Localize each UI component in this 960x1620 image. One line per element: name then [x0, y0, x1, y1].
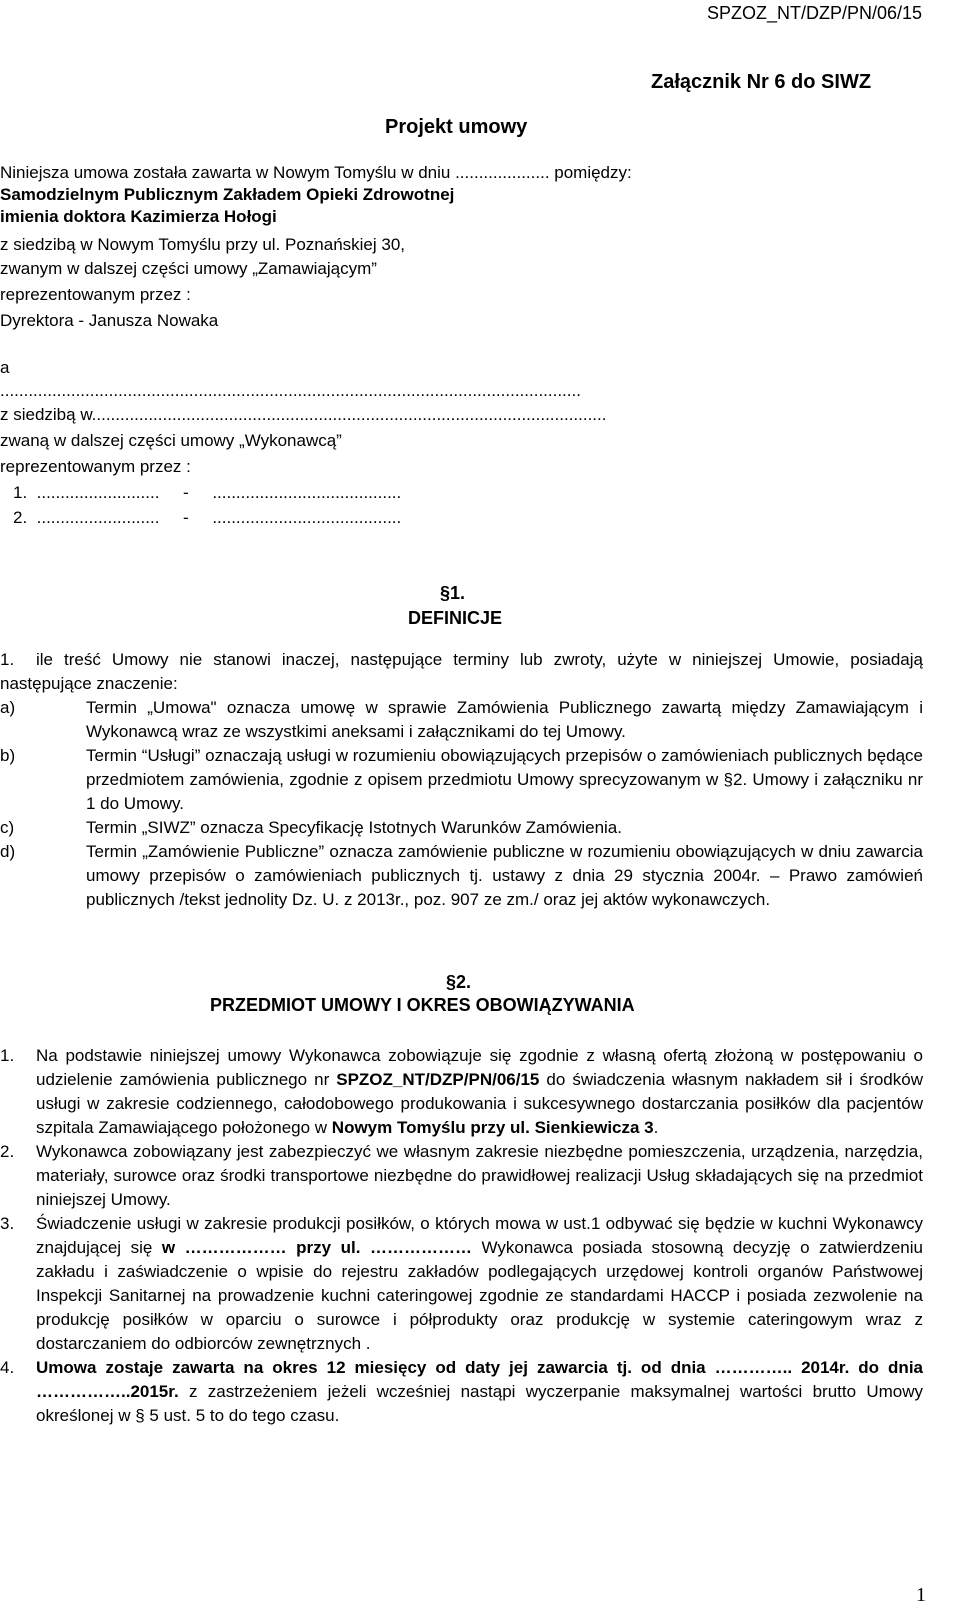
employer-representative-label: reprezentowanym przez : — [0, 285, 191, 304]
section-1-title: DEFINICJE — [408, 608, 503, 628]
paragraph-number: 4. — [0, 1358, 15, 1377]
attachment-label: Załącznik Nr 6 do SIWZ — [651, 71, 872, 93]
definition-text: Termin „Umowa" oznacza umowę w sprawie Zamówienia Publicznego zawartą między Zamawiającym i Wykonawcą wraz ze wszystkimi aneksami i załącznikami do tej Umowy. — [86, 698, 923, 741]
paragraph-text: Na podstawie niniejszej umowy Wykonawca zobowiązuje się zgodnie z własną ofertą złożoną w postępowaniu o udzielenie zamówienia publicznego nr SPZOZ_NT/DZP/PN/06/15 do świadczenia własnym nakładem sił i środków usługi w zakresie codziennego, całodobowego produkowania i sukcesywnego dostarczania posiłków dla pacjentów szpitala Zamawiającego położonego w Nowym Tomyślu przy ul. Sienkiewicza 3. — [36, 1046, 923, 1137]
section-2-title: PRZEDMIOT UMOWY I OKRES OBOWIĄZYWANIA — [210, 995, 635, 1015]
section-1-content — [0, 648, 960, 912]
section-2-number: §2. — [446, 972, 472, 992]
definition-text: Termin „Zamówienie Publiczne” oznacza zamówienie publiczne w rozumieniu obowiązujących w dniu zawarcia umowy przepisów o zamówieniach publicznych tj. ustawy z dnia 29 stycznia 2004r. – Prawo zamówień publicznych /tekst jednolity Dz. U. z 2013r., poz. 907 ze zm./ oraz jej aktów wykonawczych. — [86, 842, 923, 909]
document-code: SPZOZ_NT/DZP/PN/06/15 — [706, 3, 922, 23]
employer-name-line-1: Samodzielnym Publicznym Zakładem Opieki Zdrowotnej — [0, 185, 455, 204]
section-2-content — [0, 1044, 960, 1428]
definition-item — [0, 744, 923, 816]
paragraph-text: ile treść Umowy nie stanowi inaczej, następujące terminy lub zwroty, użyte w niniejszej Umowie, posiadają następujące znaczenie: — [0, 650, 923, 693]
contractor-representative-1: 1. .......................... - ........................................ — [13, 483, 402, 502]
section-2-paragraph-4 — [0, 1356, 923, 1428]
section-1-paragraph-1 — [0, 648, 923, 696]
definition-text: Termin “Usługi” oznaczają usługi w rozumieniu obowiązujących przepisów o zamówieniach publicznych będące przedmiotem zamówienia, zgodnie z opisem przedmiotu Umowy sprecyzowanym w §2. Umowy i załączniku nr 1 do Umowy. — [86, 746, 923, 813]
paragraph-number: 1. — [0, 1046, 15, 1065]
employer-name-line-2: imienia doktora Kazimierza Hołogi — [0, 207, 277, 226]
definition-letter: c) — [0, 818, 15, 837]
section-2-paragraph-1 — [0, 1044, 923, 1140]
section-1-number: §1. — [440, 583, 466, 603]
intro-line: Niniejsza umowa została zawarta w Nowym Tomyślu w dniu .................... pomiędzy: — [0, 163, 632, 182]
conjunction-a: a — [0, 358, 10, 377]
page-title: Projekt umowy — [385, 116, 528, 138]
page-number: 1 — [916, 1584, 926, 1606]
contractor-representative-2: 2. .......................... - ........................................ — [13, 508, 402, 527]
contractor-seat: z siedzibą w............................................................................................................. — [0, 405, 607, 424]
contractor-representative-label: reprezentowanym przez : — [0, 457, 191, 476]
employer-representative-name: Dyrektora - Janusza Nowaka — [0, 311, 219, 330]
paragraph-text: Wykonawca zobowiązany jest zabezpieczyć we własnym zakresie niezbędne pomieszczenia, urządzenia, narzędzia, materiały, surowce oraz środki transportowe niezbędne do prawidłowej realizacji Usług składających się na przedmiot niniejszej Umowy. — [36, 1142, 923, 1209]
paragraph-number: 2. — [0, 1142, 15, 1161]
employer-called: zwanym w dalszej części umowy „Zamawiającym” — [0, 259, 377, 278]
definition-text: Termin „SIWZ” oznacza Specyfikację Istotnych Warunków Zamówienia. — [86, 818, 622, 837]
definition-letter: d) — [0, 842, 16, 861]
contractor-name-placeholder: ........................................................................................................................... — [0, 381, 581, 400]
definition-letter: a) — [0, 698, 16, 717]
section-2-paragraph-2 — [0, 1140, 923, 1212]
contractor-called: zwaną w dalszej części umowy „Wykonawcą” — [0, 431, 342, 450]
definition-item — [0, 696, 923, 744]
paragraph-number: 1. — [0, 650, 15, 669]
paragraph-text: Świadczenie usługi w zakresie produkcji posiłków, o których mowa w ust.1 odbywać się będzie w kuchni Wykonawcy znajdującej się w ……………… przy ul. ……………… Wykonawca posiada stosowną decyzję o zatwierdzeniu zakładu i zaświadczenie o wpisie do rejestru zakładów podlegających urzędowej kontroli organów Państwowej Inspekcji Sanitarnej na prowadzenie kuchni cateringowej zgodnie ze standardami HACCP i posiada zezwolenie na produkcję posiłków w oparciu o surowce i półprodukty oraz produkcję w systemie cateringowym wraz z dostarczaniem do odbiorców zewnętrznych . — [36, 1214, 923, 1353]
employer-address: z siedzibą w Nowym Tomyślu przy ul. Poznańskiej 30, — [0, 235, 406, 254]
definition-letter: b) — [0, 746, 16, 765]
section-2-paragraph-3 — [0, 1212, 923, 1356]
definition-item — [0, 840, 923, 912]
paragraph-text: Umowa zostaje zawarta na okres 12 miesięcy od daty jej zawarcia tj. od dnia ………….. 2014r. do dnia ……………..2015r. z zastrzeżeniem jeżeli wcześniej nastąpi wyczerpanie maksymalnej wartości brutto Umowy określonej w § 5 ust. 5 to do tego czasu. — [36, 1358, 923, 1425]
definition-item — [0, 816, 923, 840]
paragraph-number: 3. — [0, 1214, 15, 1233]
